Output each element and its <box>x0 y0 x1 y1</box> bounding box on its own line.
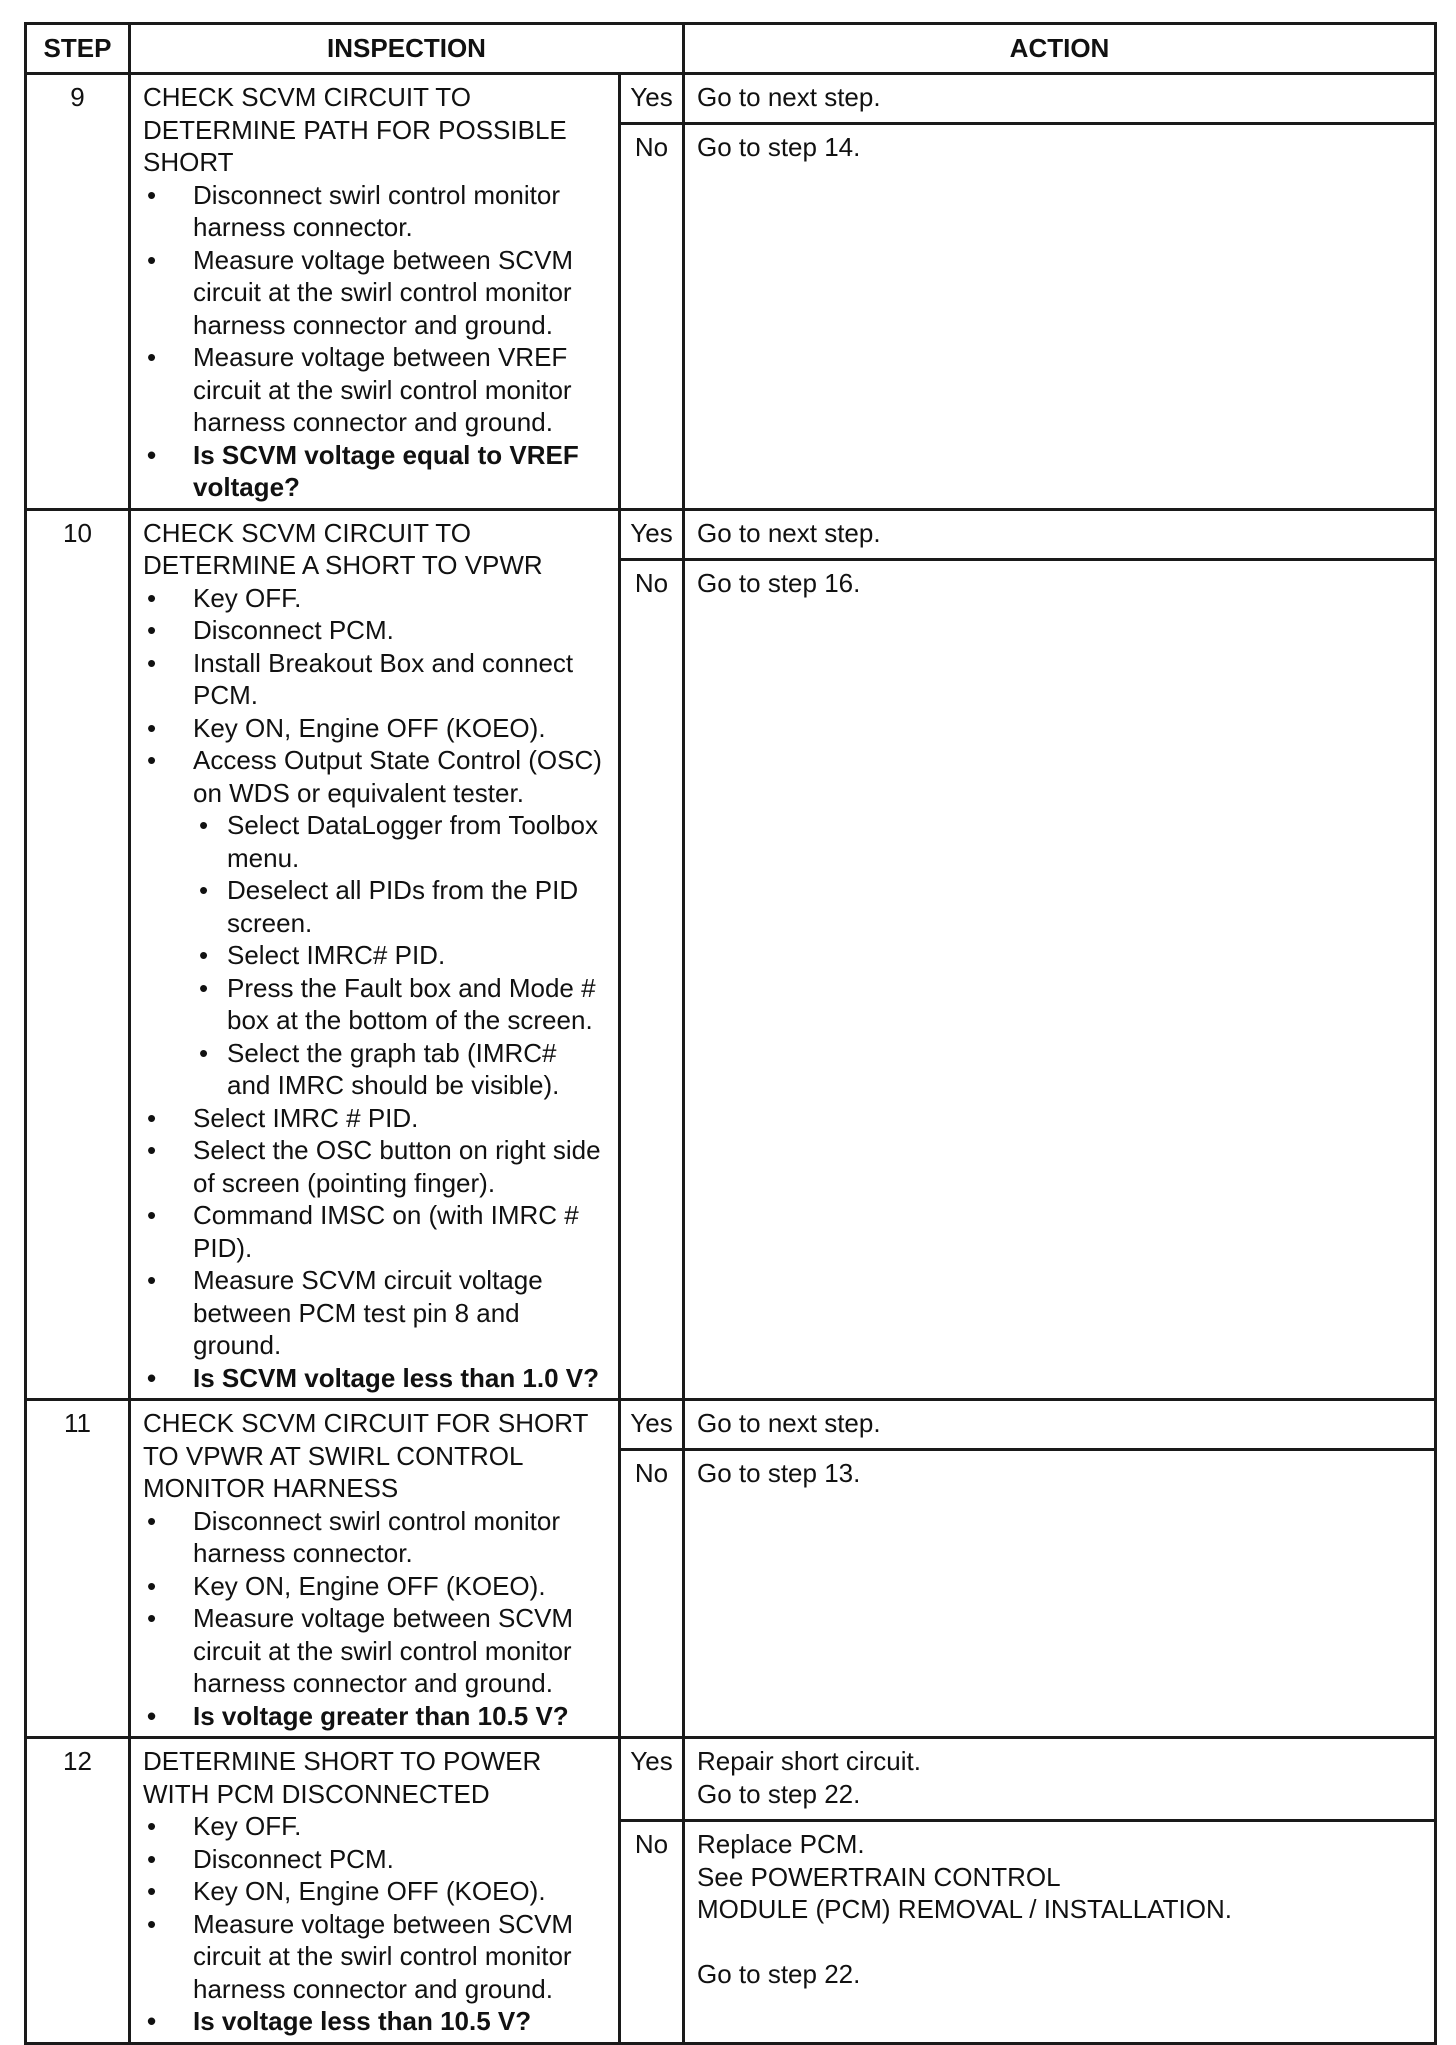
list-item: • Key OFF. <box>143 582 606 615</box>
sub-list-item: • Deselect all PIDs from the PID screen. <box>143 874 606 939</box>
inspection-cell <box>130 1738 620 2044</box>
inspection-cell <box>130 1400 620 1738</box>
step-title: DETERMINE SHORT TO POWER WITH PCM DISCONNECTED <box>143 1746 542 1809</box>
list-item: • Measure SCVM circuit voltage between PCM test pin 8 and ground. <box>143 1264 606 1362</box>
step-number: 11 <box>26 1400 130 1738</box>
step-title: CHECK SCVM CIRCUIT TO DETERMINE PATH FOR POSSIBLE SHORT <box>143 82 567 177</box>
list-item: • Access Output State Control (OSC) on WDS or equivalent tester. <box>143 744 606 809</box>
list-item: • Install Breakout Box and connect PCM. <box>143 647 606 712</box>
list-item: • Key OFF. <box>143 1810 606 1843</box>
answer-no: No <box>620 1450 684 1738</box>
header-inspection: INSPECTION <box>130 24 684 74</box>
sub-list-item: • Press the Fault box and Mode # box at the bottom of the screen. <box>143 972 606 1037</box>
action-yes: Go to next step. <box>684 509 1436 559</box>
action-no <box>684 1821 1436 2044</box>
bullet-list <box>143 1505 606 1733</box>
step-number: 10 <box>26 509 130 1400</box>
action-line: See POWERTRAIN CONTROL <box>697 1861 1061 1892</box>
spacer <box>697 1926 1422 1958</box>
step-10-yes-row <box>26 509 1436 559</box>
step-11-yes-row <box>26 1400 1436 1450</box>
list-item: • Key ON, Engine OFF (KOEO). <box>143 712 606 745</box>
step-title: CHECK SCVM CIRCUIT TO DETERMINE A SHORT TO VPWR <box>143 517 543 580</box>
action-no: Go to step 16. <box>684 559 1436 1400</box>
sub-list-item: • Select IMRC# PID. <box>143 939 606 972</box>
list-item: • Disconnect PCM. <box>143 1843 606 1876</box>
inspection-cell <box>130 509 620 1400</box>
bullet-list <box>143 179 606 504</box>
list-item: • Command IMSC on (with IMRC # PID). <box>143 1199 606 1264</box>
question: • Is SCVM voltage equal to VREF voltage? <box>143 439 606 504</box>
step-number: 12 <box>26 1738 130 2044</box>
question: • Is voltage less than 10.5 V? <box>143 2005 606 2038</box>
bullet-list <box>143 1810 606 2038</box>
list-item: • Disconnect swirl control monitor harness connector. <box>143 179 606 244</box>
action-no: Go to step 14. <box>684 124 1436 510</box>
answer-no: No <box>620 559 684 1400</box>
inspection-cell <box>130 74 620 510</box>
step-12-yes-row <box>26 1738 1436 1821</box>
step-9-yes-row <box>26 74 1436 124</box>
list-item: • Measure voltage between SCVM circuit at the swirl control monitor harness connector and ground. <box>143 1602 606 1700</box>
question: • Is voltage greater than 10.5 V? <box>143 1700 606 1733</box>
list-item: • Disconnect swirl control monitor harness connector. <box>143 1505 606 1570</box>
header-action: ACTION <box>684 24 1436 74</box>
list-item: • Select IMRC # PID. <box>143 1102 606 1135</box>
bullet-list <box>143 1102 606 1395</box>
question: • Is SCVM voltage less than 1.0 V? <box>143 1362 606 1395</box>
action-line: Go to step 22. <box>697 1778 861 1809</box>
sub-list-item: • Select the graph tab (IMRC# and IMRC should be visible). <box>143 1037 606 1102</box>
action-line: MODULE (PCM) REMOVAL / INSTALLATION. <box>697 1894 1233 1924</box>
header-step: STEP <box>26 24 130 74</box>
answer-yes: Yes <box>620 1738 684 1821</box>
list-item: • Key ON, Engine OFF (KOEO). <box>143 1875 606 1908</box>
action-no: Go to step 13. <box>684 1450 1436 1738</box>
sub-list-item: • Select DataLogger from Toolbox menu. <box>143 809 606 874</box>
step-number: 9 <box>26 74 130 510</box>
diagnostic-page <box>24 22 1434 2045</box>
list-item: • Key ON, Engine OFF (KOEO). <box>143 1570 606 1603</box>
list-item: • Measure voltage between SCVM circuit at the swirl control monitor harness connector and ground. <box>143 1908 606 2006</box>
list-item: • Select the OSC button on right side of screen (pointing finger). <box>143 1134 606 1199</box>
diagnostic-table <box>24 22 1437 2045</box>
action-line: Repair short circuit. <box>697 1746 921 1776</box>
list-item: • Disconnect PCM. <box>143 614 606 647</box>
list-item: • Measure voltage between VREF circuit at the swirl control monitor harness connector and ground. <box>143 341 606 439</box>
action-line: Go to step 22. <box>697 1958 861 1989</box>
list-item: • Measure voltage between SCVM circuit at the swirl control monitor harness connector and ground. <box>143 244 606 342</box>
answer-yes: Yes <box>620 509 684 559</box>
answer-yes: Yes <box>620 1400 684 1450</box>
sub-bullet-list <box>143 809 606 1102</box>
answer-yes: Yes <box>620 74 684 124</box>
answer-no: No <box>620 124 684 510</box>
step-title: CHECK SCVM CIRCUIT FOR SHORT TO VPWR AT SWIRL CONTROL MONITOR HARNESS <box>143 1408 588 1503</box>
action-yes: Go to next step. <box>684 74 1436 124</box>
answer-no: No <box>620 1821 684 2044</box>
action-yes <box>684 1738 1436 1821</box>
table-header-row <box>26 24 1436 74</box>
action-yes: Go to next step. <box>684 1400 1436 1450</box>
action-line: Replace PCM. <box>697 1829 865 1859</box>
bullet-list <box>143 582 606 810</box>
